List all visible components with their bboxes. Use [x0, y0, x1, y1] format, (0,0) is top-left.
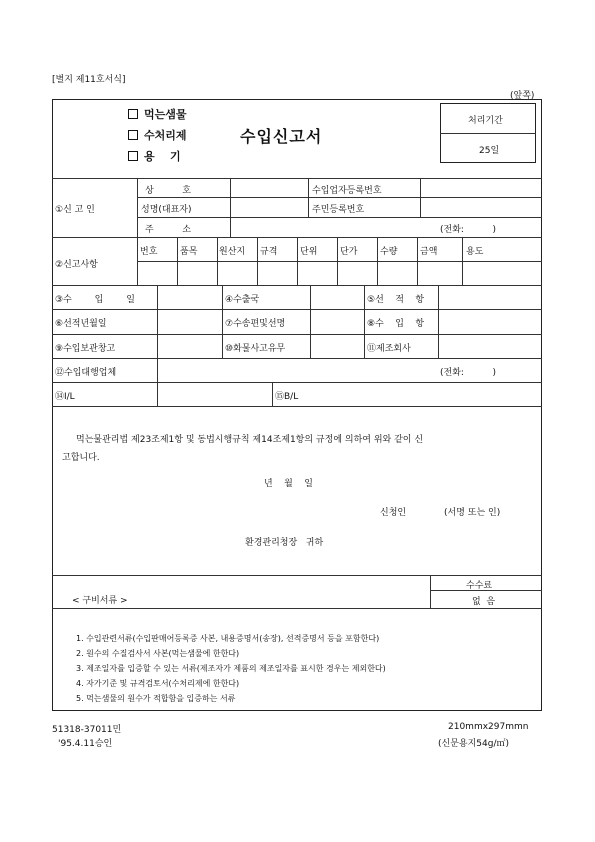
bl-label: ⑮B/L: [275, 392, 299, 402]
divider: [137, 197, 542, 198]
column-header: 규격: [260, 247, 278, 257]
divider: [52, 358, 542, 359]
checkbox-icon: [128, 151, 138, 161]
documents-label: < 구비서류 >: [72, 596, 128, 606]
paper-size: 210mmx297mmn: [448, 722, 529, 732]
checkbox-icon: [128, 130, 138, 140]
divider: [420, 178, 421, 217]
reporter-section-label: ①신 고 인: [55, 205, 95, 215]
column-header: 금액: [420, 247, 438, 257]
page-title: 수입신고서: [240, 127, 323, 146]
divider: [417, 237, 418, 285]
address-label: 주 소: [145, 225, 191, 235]
il-label: ⑭I/L: [55, 392, 75, 402]
declaration-text: 먹는물관리법 제23조제1항 및 동법시행규칙 제14조제1항의 규정에 의하여 위와 같이 신: [76, 435, 424, 445]
fee-label: 수수료: [466, 581, 493, 591]
divider: [438, 285, 439, 358]
divider: [377, 237, 378, 285]
column-header: 용도: [466, 247, 484, 257]
divider: [52, 334, 542, 335]
form-code: 51318-37011민: [52, 725, 122, 735]
option-water-treatment: 수처리제: [128, 127, 187, 143]
manufacturer-label: ⑪제조회사: [367, 344, 411, 354]
divider: [337, 237, 338, 285]
signature-label: (서명 또는 인): [444, 508, 501, 518]
bonded-warehouse-label: ⑨수입보관창고: [55, 344, 116, 354]
import-agent-label: ⑫수입대행업체: [55, 368, 117, 378]
divider: [222, 285, 223, 358]
cargo-accident-label: ⑩화물사고유무: [225, 344, 286, 354]
column-header: 단위: [300, 247, 318, 257]
resident-no-label: 주민등록번호: [312, 205, 365, 215]
divider: [310, 285, 311, 358]
reporter-phone-label: (전화: ): [440, 225, 497, 235]
paper-type: (신문용지54g/㎡): [438, 739, 509, 749]
divider: [137, 261, 542, 262]
divider: [297, 237, 298, 285]
divider: [52, 575, 542, 576]
divider: [272, 382, 273, 406]
divider: [230, 178, 231, 237]
column-header: 품목: [180, 247, 198, 257]
import-date-label: ③수 입 일: [55, 295, 135, 305]
applicant-label: 신청인: [380, 508, 407, 518]
loading-date-label: ⑥선적년월일: [55, 319, 107, 329]
column-header: 단가: [340, 247, 358, 257]
divider: [364, 285, 365, 358]
divider: [52, 406, 542, 407]
form-border: [52, 99, 542, 711]
fee-value: 없 음: [472, 597, 496, 607]
divider: [137, 178, 138, 285]
document-item: 2. 원수의 수질검사서 사본(먹는샘물에 한한다): [76, 649, 240, 658]
trade-name-label: 상 호: [145, 186, 191, 196]
divider: [52, 178, 542, 179]
option-container: 용 기: [128, 148, 181, 164]
approval-date: '95.4.11승인: [58, 739, 113, 749]
transport-vessel-label: ⑦수송편및선명: [225, 319, 286, 329]
processing-period-label: 처리기간: [468, 116, 503, 126]
divider: [52, 382, 542, 383]
divider: [257, 237, 258, 285]
divider: [308, 178, 309, 217]
page-side-label: (앞쪽): [510, 91, 535, 101]
agent-phone-label: (전화: ): [440, 368, 497, 378]
name-label: 성명(대표자): [141, 205, 192, 215]
document-item: 4. 자가기준 및 규격검토서(수처리제에 한한다): [76, 679, 240, 688]
addressee: 환경관리청장 귀하: [245, 538, 324, 548]
export-country-label: ④수출국: [225, 295, 260, 305]
divider: [440, 133, 536, 134]
divider: [462, 237, 463, 285]
divider: [52, 309, 542, 310]
declaration-date: 년 월 일: [264, 479, 313, 489]
divider: [52, 608, 542, 609]
report-items-label: ②신고사항: [55, 260, 98, 270]
import-reg-no-label: 수입업자등록번호: [312, 186, 382, 196]
divider: [177, 237, 178, 285]
checkbox-icon: [128, 109, 138, 119]
divider: [52, 285, 542, 286]
divider: [157, 285, 158, 406]
divider: [217, 237, 218, 285]
document-item: 1. 수입관련서류(수입판매어등록증 사본, 내용증명서(송장), 선적증명서 등을 포함한다): [76, 634, 380, 643]
divider: [430, 575, 431, 608]
column-header: 번호: [140, 247, 158, 257]
option-drinking-water: 먹는샘물: [128, 106, 187, 122]
processing-period-value: 25일: [479, 146, 500, 156]
document-item: 3. 제조일자를 입증할 수 있는 서류(제조자가 제품의 제조일자를 표시한 경우는 제외한다): [76, 664, 386, 673]
column-header: 수량: [380, 247, 398, 257]
import-port-label: ⑧수 입 항: [367, 319, 425, 329]
column-header: 원산지: [219, 247, 246, 257]
form-number: [별지 제11호서식]: [52, 75, 126, 85]
declaration-text-cont: 고합니다.: [62, 453, 100, 463]
divider: [137, 217, 542, 218]
document-item: 5. 먹는샘물의 원수가 적합함을 입증하는 서류: [76, 694, 236, 703]
loading-port-label: ⑤선 적 항: [367, 295, 425, 305]
